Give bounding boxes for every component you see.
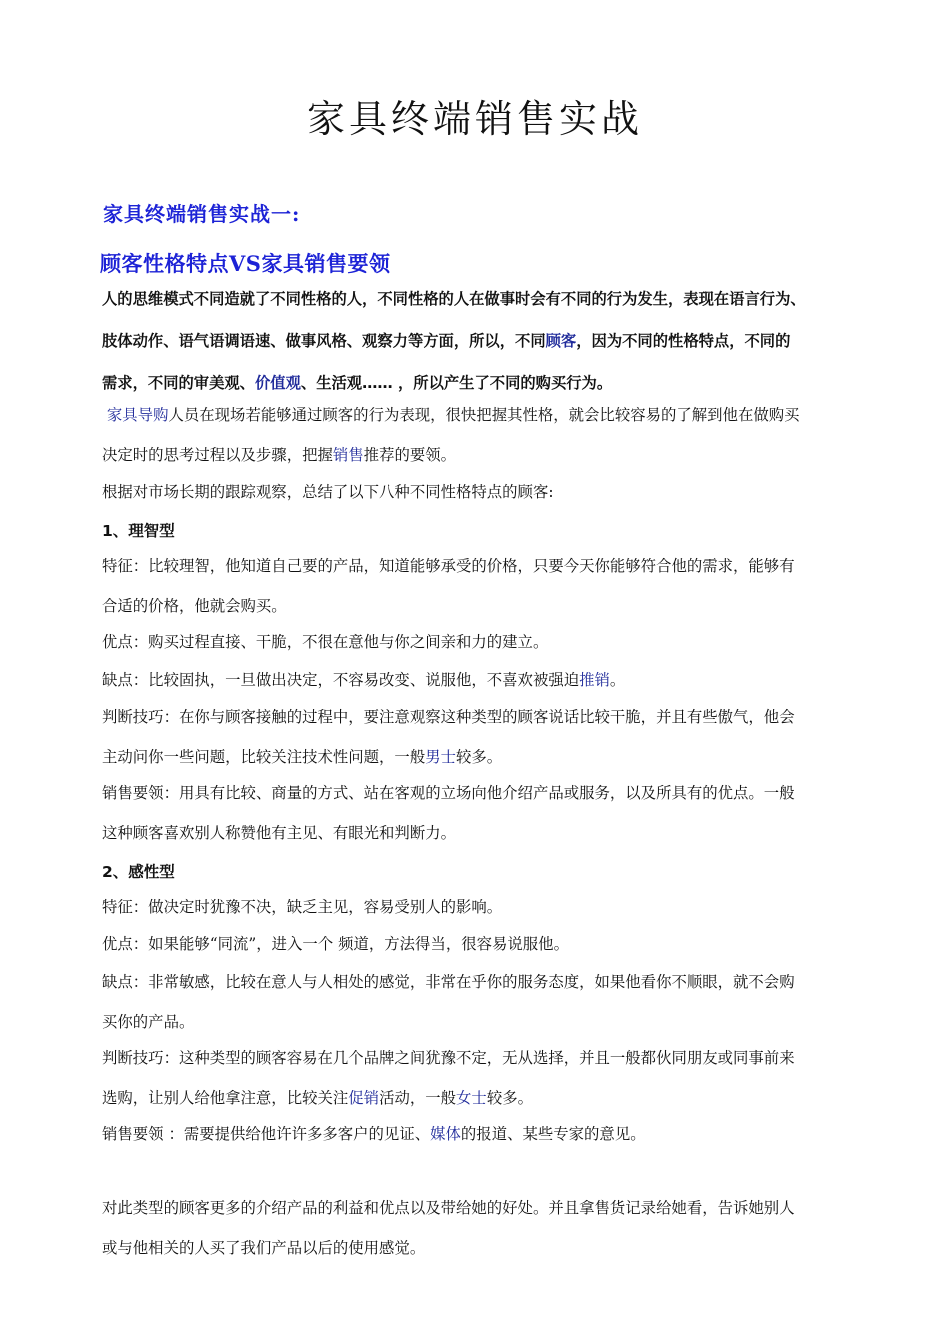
push-sales-link[interactable]: 推销 xyxy=(579,671,610,689)
type2-essentials: 销售要领 ：需要提供给他许许多多客户的见证、媒体的报道、某些专家的意见。 xyxy=(102,1125,646,1143)
section-heading: 家具终端销售实战一: xyxy=(103,202,301,226)
sales-link[interactable]: 销售 xyxy=(332,446,364,464)
type2-heading: 2、感性型 xyxy=(102,863,175,881)
type1-skill: 判断技巧：在你与顾客接触的过程中，要注意观察这种类型的顾客说话比较干脆，并且有些傲气，他会 主动问你一些问题，比较关注技术性问题，一般男士较多。 xyxy=(102,708,795,766)
intro-line-2: 肢体动作、语气语调语速、做事风格、观察力等方面，所以，不同顾客，因为不同的性格特点，不同的 xyxy=(102,332,791,350)
values-link[interactable]: 价值观 xyxy=(254,374,301,392)
guide-line-1: 家具导购人员在现场若能够通过顾客的行为表现，很快把握其性格，就会比较容易的了解到他在做购买 xyxy=(106,406,800,424)
summary-text: 根据对市场长期的跟踪观察，总结了以下八种不同性格特点的顾客: xyxy=(102,483,554,501)
men-link[interactable]: 男士 xyxy=(425,748,457,766)
closing-paragraph: 对此类型的顾客更多的介绍产品的利益和优点以及带给她的好处。并且拿售货记录给她看，告诉她别人 或与他相关的人买了我们产品以后的使用感觉。 xyxy=(102,1199,795,1257)
section-subheading: 顾客性格特点VS家具销售要领 xyxy=(100,251,391,276)
type2-feature: 特征：做决定时犹豫不决，缺乏主见，容易受别人的影响。 xyxy=(102,898,503,916)
promotion-link[interactable]: 促销 xyxy=(348,1089,380,1107)
women-link[interactable]: 女士 xyxy=(456,1089,487,1107)
type1-advantage: 优点：购买过程直接、干脆，不很在意他与你之间亲和力的建立。 xyxy=(102,633,549,651)
intro-paragraph xyxy=(102,278,870,404)
media-link[interactable]: 媒体 xyxy=(430,1125,461,1143)
type1-essentials: 销售要领：用具有比较、商量的方式、站在客观的立场向他介绍产品或服务，以及所具有的优点。一般 这种顾客喜欢别人称赞他有主见、有眼光和判断力。 xyxy=(102,784,795,842)
customer-link[interactable]: 顾客 xyxy=(545,332,577,350)
type1-feature: 特征：比较理智，他知道自己要的产品，知道能够承受的价格，只要今天你能够符合他的需求，能够有 合适的价格，他就会购买。 xyxy=(102,557,795,615)
type2-skill: 判断技巧：这种类型的顾客容易在几个品牌之间犹豫不定，无从选择，并且一般都伙同朋友或同事前来 选购，让别人给他拿注意，比较关注促销活动，一般女士较多。 xyxy=(102,1049,795,1107)
type1-weakness: 缺点：比较固执，一旦做出决定，不容易改变、说服他，不喜欢被强迫推销。 xyxy=(102,671,626,689)
guide-line-2: 决定时的思考过程以及步骤，把握销售推荐的要领。 xyxy=(102,446,457,464)
type2-weakness: 缺点：非常敏感，比较在意人与人相处的感觉，非常在乎你的服务态度，如果他看你不顺眼，就不会购 买你的产品。 xyxy=(102,973,795,1031)
furniture-guide-link[interactable]: 家具导购 xyxy=(106,406,169,424)
type1-heading: 1、理智型 xyxy=(102,522,175,540)
intro-line-1: 人的思维模式不同造就了不同性格的人，不同性格的人在做事时会有不同的行为发生，表现在语言行为、 xyxy=(102,290,806,308)
document-title: 家具终端销售实战 xyxy=(306,97,643,141)
type2-advantage: 优点：如果能够“同流”，进入一个 频道，方法得当，很容易说服他。 xyxy=(102,935,569,953)
guide-paragraph xyxy=(102,395,870,475)
intro-line-3: 需求，不同的审美观、价值观、生活观…… ，所以产生了不同的购买行为。 xyxy=(102,374,613,392)
